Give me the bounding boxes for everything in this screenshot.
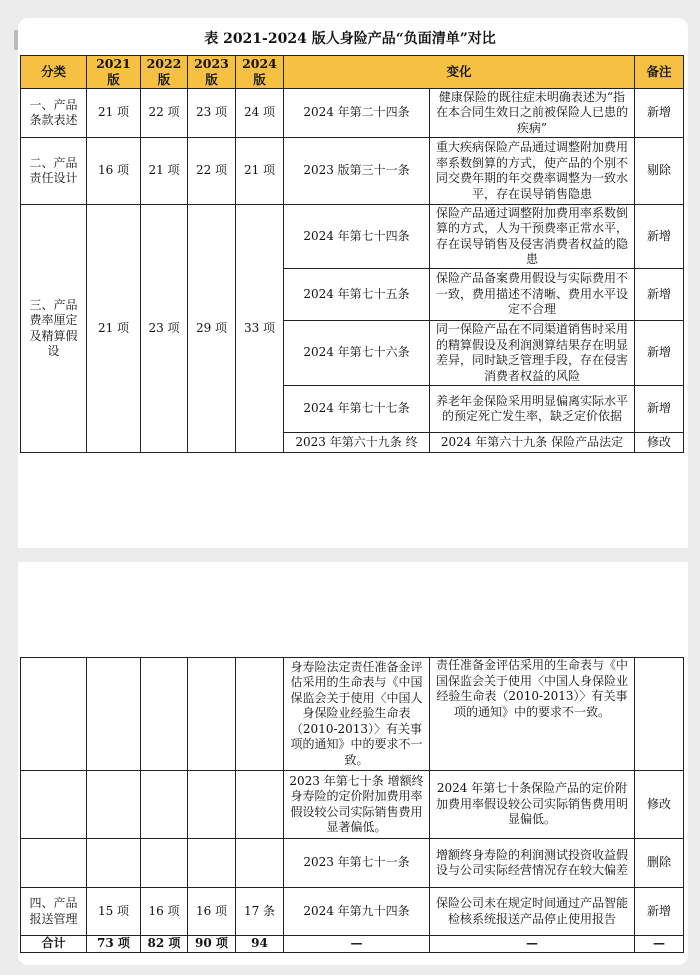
total-note: —	[635, 936, 684, 953]
category-cell: 一、产品条款表述	[21, 89, 87, 138]
header-2023: 2023版	[188, 56, 236, 89]
article-cell: 2024 年第七十五条	[284, 269, 430, 321]
article-cell: 2023 年第七十一条	[284, 839, 430, 888]
note-cell	[635, 658, 684, 771]
description-cell: 重大疾病保险产品通过调整附加费用率系数倒算的方式，使产品的个别不同交费年期的年交费率调整为一致水平，存在误导销售隐患	[430, 138, 635, 205]
count-2022: 16 项	[141, 888, 188, 936]
table-title: 表 2021-2024 版人身险产品“负面清单”对比	[204, 31, 496, 47]
count-2023: 22 项	[188, 138, 236, 205]
note-cell: 修改	[635, 433, 684, 453]
total-2023: 90 项	[188, 936, 236, 953]
header-category: 分类	[21, 56, 87, 89]
count-2021: 16 项	[87, 138, 141, 205]
category-cell: 二、产品责任设计	[21, 138, 87, 205]
total-article: —	[284, 936, 430, 953]
header-2024: 2024版	[236, 56, 284, 89]
count-2024: 33 项	[236, 205, 284, 453]
header-2021: 2021版	[87, 56, 141, 89]
table-row	[21, 205, 684, 269]
count-2021: 21 项	[87, 89, 141, 138]
article-cell: 2023 年第七十条 增额终身寿险的定价附加费用率假设较公司实际销售费用显著偏低。	[284, 771, 430, 839]
negative-list-table-continued	[20, 657, 684, 953]
article-cell: 2023 年第六十九条 终	[284, 433, 430, 453]
note-cell: 新增	[635, 321, 684, 386]
note-cell: 修改	[635, 771, 684, 839]
count-2023: 23 项	[188, 89, 236, 138]
table-row	[21, 658, 684, 771]
table-row	[21, 771, 684, 839]
description-cell: 养老年金保险采用明显偏离实际水平的预定死亡发生率，缺乏定价依据	[430, 386, 635, 433]
note-cell: 剔除	[635, 138, 684, 205]
article-cell: 2023 版第三十一条	[284, 138, 430, 205]
description-cell: 保险公司未在规定时间通过产品智能检核系统报送产品停止使用报告	[430, 888, 635, 936]
description-cell: 责任准备金评估采用的生命表与《中国保监会关于使用〈中国人身保险业经验生命表（2010-2013）〉有关事项的通知》中的要求不一致。	[430, 658, 635, 771]
table-row	[21, 839, 684, 888]
header-row	[21, 56, 684, 89]
note-cell: 新增	[635, 386, 684, 433]
header-2022: 2022版	[141, 56, 188, 89]
description-cell: 保险产品备案费用假设与实际费用不一致，费用描述不清晰、费用水平设定不合理	[430, 269, 635, 321]
category-cell: 四、产品报送管理	[21, 888, 87, 936]
description-cell: 2024 年第六十九条 保险产品法定	[430, 433, 635, 453]
description-cell: 2024 年第七十条保险产品的定价附加费用率假设较公司实际销售费用明显偏低。	[430, 771, 635, 839]
note-cell: 新增	[635, 205, 684, 269]
table-row	[21, 138, 684, 205]
description-cell: 同一保险产品在不同渠道销售时采用的精算假设及利润测算结果存在明显差异，同时缺乏管理手段，存在侵害消费者权益的风险	[430, 321, 635, 386]
table-row	[21, 888, 684, 936]
count-2021: 15 项	[87, 888, 141, 936]
article-cell: 2024 年第二十四条	[284, 89, 430, 138]
count-2024: 17 条	[236, 888, 284, 936]
negative-list-table	[20, 55, 684, 453]
description-cell: 增额终身寿险的利润测试投资收益假设与公司实际经营情况存在较大偏差	[430, 839, 635, 888]
header-change: 变化	[284, 56, 635, 89]
article-cell: 2024 年第九十四条	[284, 888, 430, 936]
note-cell: 新增	[635, 89, 684, 138]
count-2024: 21 项	[236, 138, 284, 205]
note-cell: 新增	[635, 888, 684, 936]
description-cell: 健康保险的既往症未明确表述为“指在本合同生效日之前被保险人已患的疾病”	[430, 89, 635, 138]
table-row	[21, 89, 684, 138]
count-2022: 21 项	[141, 138, 188, 205]
total-row	[21, 936, 684, 953]
count-2023: 16 项	[188, 888, 236, 936]
header-note: 备注	[635, 56, 684, 89]
total-2021: 73 项	[87, 936, 141, 953]
note-cell: 新增	[635, 269, 684, 321]
count-2024: 24 项	[236, 89, 284, 138]
note-cell: 删除	[635, 839, 684, 888]
total-2022: 82 项	[141, 936, 188, 953]
article-cell: 身寿险法定责任准备金评估采用的生命表与《中国保监会关于使用〈中国人身保险业经验生命表（2010-2013）〉有关事项的通知》中的要求不一致。	[284, 658, 430, 771]
description-cell: 保险产品通过调整附加费用率系数倒算的方式，人为干预费率正常水平，存在误导销售及侵害消费者权益的隐患	[430, 205, 635, 269]
total-2024: 94	[236, 936, 284, 953]
count-2022: 22 项	[141, 89, 188, 138]
total-label: 合计	[21, 936, 87, 953]
count-2023: 29 项	[188, 205, 236, 453]
count-2022: 23 项	[141, 205, 188, 453]
category-cell: 三、产品费率厘定及精算假设	[21, 205, 87, 453]
total-description: —	[430, 936, 635, 953]
count-2021: 21 项	[87, 205, 141, 453]
article-cell: 2024 年第七十六条	[284, 321, 430, 386]
article-cell: 2024 年第七十七条	[284, 386, 430, 433]
article-cell: 2024 年第七十四条	[284, 205, 430, 269]
